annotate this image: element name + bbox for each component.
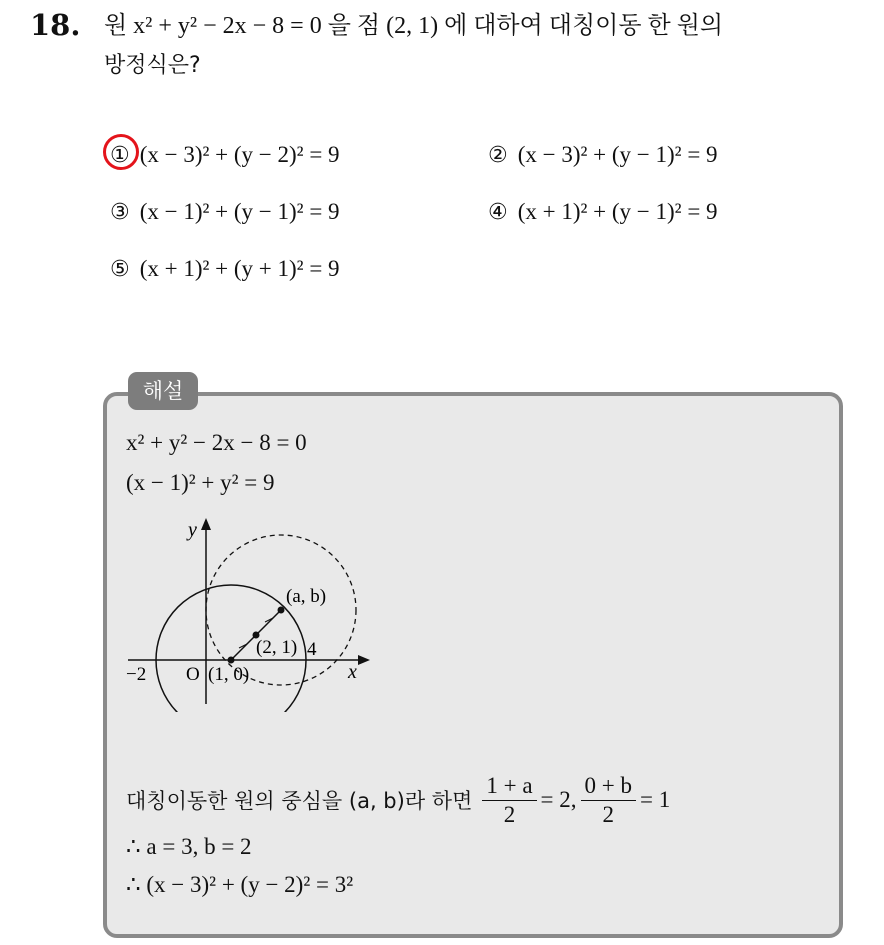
question-text-line2: 방정식은? xyxy=(104,53,201,78)
fraction-2-denominator: 2 xyxy=(602,801,615,827)
choice-4[interactable] xyxy=(488,199,718,225)
choice-5-text: (x + 1)² + (y + 1)² = 9 xyxy=(139,256,340,281)
fraction-1-denominator: 2 xyxy=(503,801,516,827)
y-axis-arrow xyxy=(201,518,211,530)
center-label: (1, 0) xyxy=(208,664,250,685)
question-text-line1: 원 x² + y² − 2x − 8 = 0 을 점 (2, 1) 에 대하여 대칭이동 한 원의 xyxy=(104,13,724,39)
fraction-1 xyxy=(482,772,536,829)
fraction-2 xyxy=(581,772,636,829)
choice-1-mark: ① xyxy=(110,143,130,168)
image-center-point xyxy=(278,607,285,614)
choice-1[interactable] xyxy=(110,142,340,168)
choice-2-text: (x − 3)² + (y − 1)² = 9 xyxy=(517,142,718,167)
origin-label: O xyxy=(186,664,200,685)
solution-tab: 해설 xyxy=(128,372,198,410)
choice-3-text: (x − 1)² + (y − 1)² = 9 xyxy=(139,199,340,224)
fraction-2-numerator: 0 + b xyxy=(581,772,636,801)
y-axis-label: y xyxy=(188,519,197,541)
choice-2[interactable] xyxy=(488,142,718,168)
solution-explain-line xyxy=(126,768,670,832)
neg-two-label: −2 xyxy=(126,664,147,685)
solution-conclusion-1: ∴ a = 3, b = 2 xyxy=(126,834,252,859)
fraction-1-rhs: = 2, xyxy=(540,787,577,812)
midpoint-label: (2, 1) xyxy=(256,637,298,658)
choice-4-mark: ④ xyxy=(488,200,508,225)
x-axis-arrow xyxy=(358,655,370,665)
solution-eq1: x² + y² − 2x − 8 = 0 xyxy=(126,430,307,455)
question-number: 18. xyxy=(30,8,81,42)
center-point xyxy=(228,657,235,664)
fraction-1-numerator: 1 + a xyxy=(482,772,536,801)
choice-3[interactable] xyxy=(110,199,340,225)
solution-conclusion-2: ∴ (x − 3)² + (y − 2)² = 3² xyxy=(126,872,354,897)
choice-5-mark: ⑤ xyxy=(110,257,130,282)
x-axis-label: x xyxy=(348,661,357,683)
solution-eq2: (x − 1)² + y² = 9 xyxy=(126,470,275,495)
circle-graph xyxy=(120,512,390,712)
choice-4-text: (x + 1)² + (y − 1)² = 9 xyxy=(517,199,718,224)
image-center-label: (a, b) xyxy=(286,586,327,607)
explain-text: 대칭이동한 원의 중심을 (a, b)라 하면 xyxy=(126,789,473,813)
choice-1-text: (x − 3)² + (y − 2)² = 9 xyxy=(139,142,340,167)
choice-2-mark: ② xyxy=(488,143,508,168)
fraction-2-rhs: = 1 xyxy=(640,787,671,812)
four-label: 4 xyxy=(307,639,317,660)
choice-5[interactable] xyxy=(110,256,340,282)
choice-3-mark: ③ xyxy=(110,200,130,225)
